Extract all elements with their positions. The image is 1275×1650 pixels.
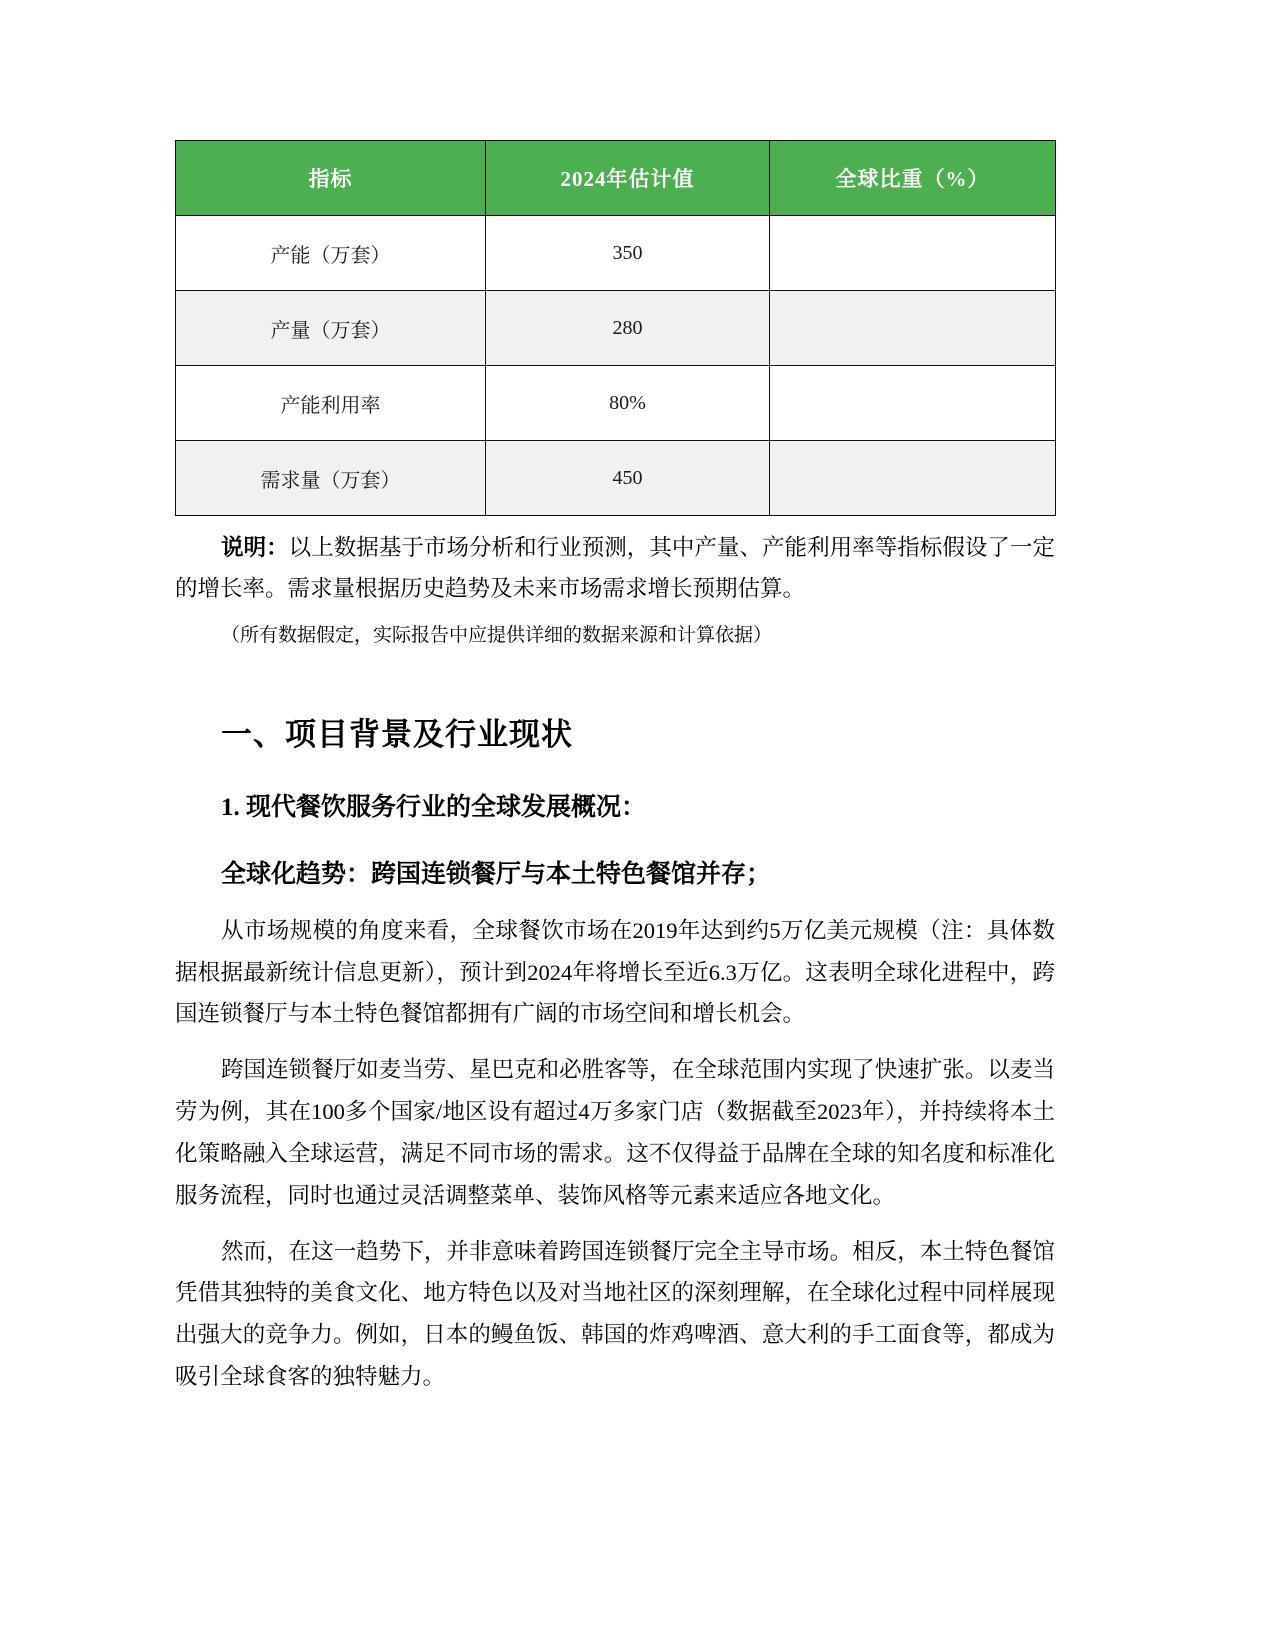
note-label: 说明：	[221, 535, 289, 560]
column-header-estimate: 2024年估计值	[486, 141, 770, 216]
cell-global-share	[770, 366, 1056, 441]
cell-metric: 产能利用率	[176, 366, 486, 441]
table-row	[176, 441, 1056, 516]
section-title: 一、项目背景及行业现状	[221, 717, 573, 753]
table-header	[176, 141, 1056, 216]
body-paragraph: 从市场规模的角度来看，全球餐饮市场在2019年达到约5万亿美元规模（注：具体数据根据最新统计信息更新），预计到2024年将增长至近6.3万亿。这表明全球化进程中，跨国连锁餐厅与本土特色餐馆都拥有广阔的市场空间和增长机会。	[175, 917, 1055, 1027]
column-header-metric: 指标	[176, 141, 486, 216]
cell-estimate: 450	[486, 441, 770, 516]
column-header-global-share: 全球比重（%）	[770, 141, 1056, 216]
body-paragraph: 然而，在这一趋势下，并非意味着跨国连锁餐厅完全主导市场。相反，本土特色餐馆凭借其独特的美食文化、地方特色以及对当地社区的深刻理解，在全球化过程中同样展现出强大的竞争力。例如，日本的鳗鱼饭、韩国的炸鸡啤酒、意大利的手工面食等，都成为吸引全球食客的独特魅力。	[175, 1238, 1055, 1390]
note-text: 以上数据基于市场分析和行业预测，其中产量、产能利用率等指标假设了一定的增长率。需求量根据历史趋势及未来市场需求增长预期估算。	[175, 535, 1055, 601]
table-row	[176, 216, 1056, 291]
document-content	[175, 140, 1055, 1398]
cell-global-share	[770, 291, 1056, 366]
table-header-row	[176, 141, 1056, 216]
table-sub-note: （所有数据假定，实际报告中应提供详细的数据来源和计算依据）	[221, 624, 773, 646]
cell-estimate: 280	[486, 291, 770, 366]
cell-metric: 产能（万套）	[176, 216, 486, 291]
cell-metric: 需求量（万套）	[176, 441, 486, 516]
cell-global-share	[770, 441, 1056, 516]
cell-global-share	[770, 216, 1056, 291]
table-note	[175, 528, 1055, 610]
table-row	[176, 366, 1056, 441]
cell-estimate: 350	[486, 216, 770, 291]
body-paragraph: 跨国连锁餐厅如麦当劳、星巴克和必胜客等，在全球范围内实现了快速扩张。以麦当劳为例，其在100多个国家/地区设有超过4万多家门店（数据截至2023年），并持续将本土化策略融入全球运营，满足不同市场的需求。这不仅得益于品牌在全球的知名度和标准化服务流程，同时也通过灵活调整菜单、装饰风格等元素来适应各地文化。	[175, 1057, 1055, 1208]
cell-estimate: 80%	[486, 366, 770, 441]
sub-heading-1: 1. 现代餐饮服务行业的全球发展概况：	[221, 793, 647, 821]
table-body	[176, 216, 1056, 516]
capacity-demand-table	[175, 140, 1056, 516]
cell-metric: 产量（万套）	[176, 291, 486, 366]
bold-lead-globalization: 全球化趋势：跨国连锁餐厅与本土特色餐馆并存；	[221, 861, 772, 889]
table-row	[176, 291, 1056, 366]
